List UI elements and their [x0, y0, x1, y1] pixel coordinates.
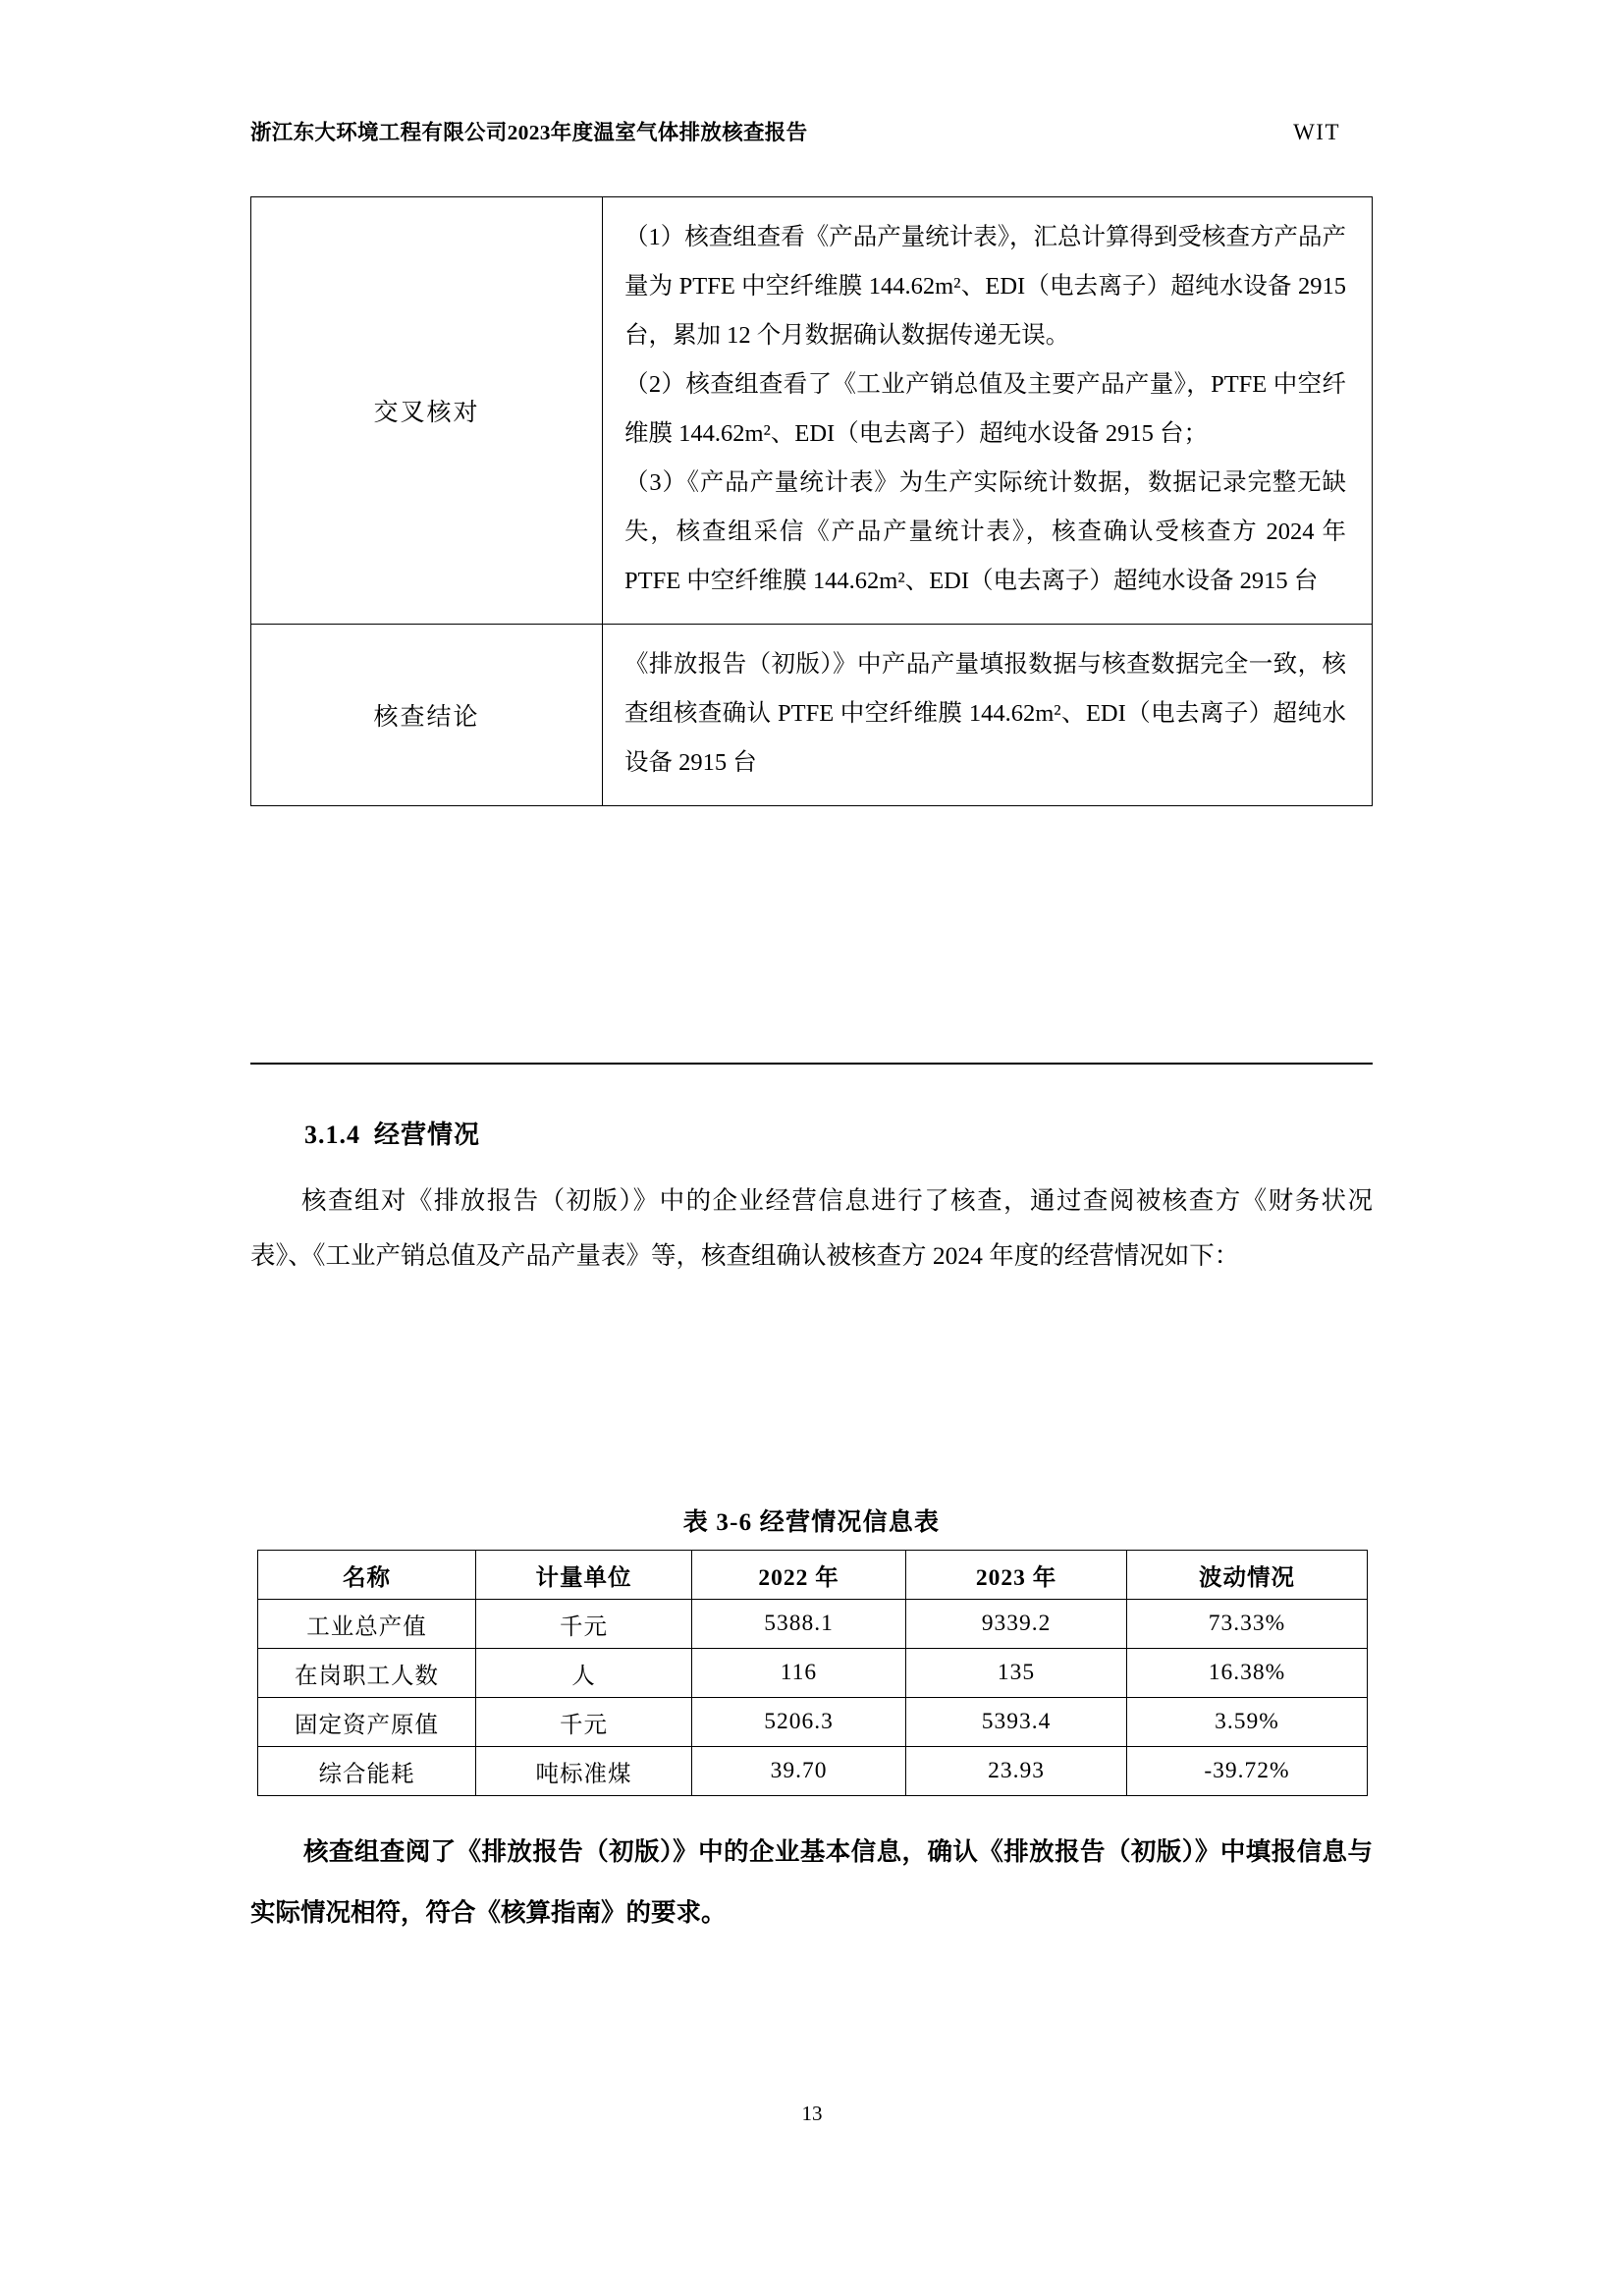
row-label-cross-check: 交叉核对	[251, 197, 603, 625]
cell-2023: 23.93	[906, 1747, 1127, 1796]
page-header	[250, 116, 1375, 146]
cell-2023: 135	[906, 1649, 1127, 1698]
cell-unit: 人	[476, 1649, 692, 1698]
cell-unit: 千元	[476, 1600, 692, 1649]
section-title: 经营情况	[374, 1121, 481, 1149]
cell-name: 在岗职工人数	[258, 1649, 476, 1698]
table-row	[258, 1747, 1368, 1796]
table-row	[258, 1698, 1368, 1747]
verification-table	[250, 196, 1373, 806]
paragraph-text: 《排放报告（初版）》中产品产量填报数据与核查数据完全一致，核查组核查确认 PTFE 中空纤维膜 144.62m²、EDI（电去离子）超纯水设备 2915 台	[624, 651, 1346, 776]
column-header-name: 名称	[258, 1551, 476, 1600]
paragraph-text: （1）核查组查看《产品产量统计表》，汇总计算得到受核查方产品产量为 PTFE 中空纤维膜 144.62m²、EDI（电去离子）超纯水设备 2915 台，累加 12 个月数据确认数据传递无误。	[624, 224, 1346, 349]
cell-unit: 吨标准煤	[476, 1747, 692, 1796]
page-number: 13	[801, 2102, 823, 2125]
cell-change: -39.72%	[1127, 1747, 1368, 1796]
column-header-2023: 2023 年	[906, 1551, 1127, 1600]
row-content-cross-check	[603, 197, 1373, 625]
cell-2023: 9339.2	[906, 1600, 1127, 1649]
cell-name: 综合能耗	[258, 1747, 476, 1796]
table-caption: 表 3-6 经营情况信息表	[682, 1509, 941, 1536]
section-paragraph: 核查组对《排放报告（初版）》中的企业经营信息进行了核查，通过查阅被核查方《财务状况表》、《工业产销总值及产品产量表》等，核查组确认被核查方 2024 年度的经营情况如下：	[250, 1186, 1373, 1270]
cell-2022: 5206.3	[692, 1698, 906, 1747]
cell-change: 73.33%	[1127, 1600, 1368, 1649]
cell-2022: 116	[692, 1649, 906, 1698]
closing-paragraph: 核查组查阅了《排放报告（初版）》中的企业基本信息，确认《排放报告（初版）》中填报信息与实际情况相符，符合《核算指南》的要求。	[250, 1837, 1373, 1927]
table-row	[258, 1649, 1368, 1698]
header-mark: WIT	[1293, 120, 1340, 144]
cell-name: 固定资产原值	[258, 1698, 476, 1747]
paragraph	[624, 360, 1346, 459]
table-row	[251, 197, 1373, 625]
table-row	[258, 1600, 1368, 1649]
table-row	[251, 625, 1373, 806]
row-label-conclusion: 核查结论	[251, 625, 603, 806]
paragraph-text: （2）核查组查看了《工业产销总值及主要产品产量》，PTFE 中空纤维膜 144.62m²、EDI（电去离子）超纯水设备 2915 台；	[624, 371, 1346, 447]
row-content-conclusion	[603, 625, 1373, 806]
cell-change: 16.38%	[1127, 1649, 1368, 1698]
paragraph-text: （3）《产品产量统计表》为生产实际统计数据，数据记录完整无缺失，核查组采信《产品产量统计表》，核查确认受核查方 2024 年 PTFE 中空纤维膜 144.62m²、EDI（电去离子）超纯水设备 2915 台	[624, 469, 1346, 594]
paragraph	[624, 459, 1346, 606]
column-header-change: 波动情况	[1127, 1551, 1368, 1600]
column-header-unit: 计量单位	[476, 1551, 692, 1600]
section-number: 3.1.4	[304, 1121, 360, 1149]
cell-name: 工业总产值	[258, 1600, 476, 1649]
cell-2023: 5393.4	[906, 1698, 1127, 1747]
cell-change: 3.59%	[1127, 1698, 1368, 1747]
column-header-2022: 2022 年	[692, 1551, 906, 1600]
paragraph	[624, 640, 1346, 788]
section-heading	[304, 1115, 480, 1151]
cell-2022: 39.70	[692, 1747, 906, 1796]
section-divider	[250, 1063, 1373, 1065]
header-title: 浙江东大环境工程有限公司2023年度温室气体排放核查报告	[250, 121, 808, 144]
table-header-row	[258, 1551, 1368, 1600]
cell-unit: 千元	[476, 1698, 692, 1747]
business-info-table	[257, 1550, 1368, 1796]
paragraph	[624, 213, 1346, 360]
cell-2022: 5388.1	[692, 1600, 906, 1649]
